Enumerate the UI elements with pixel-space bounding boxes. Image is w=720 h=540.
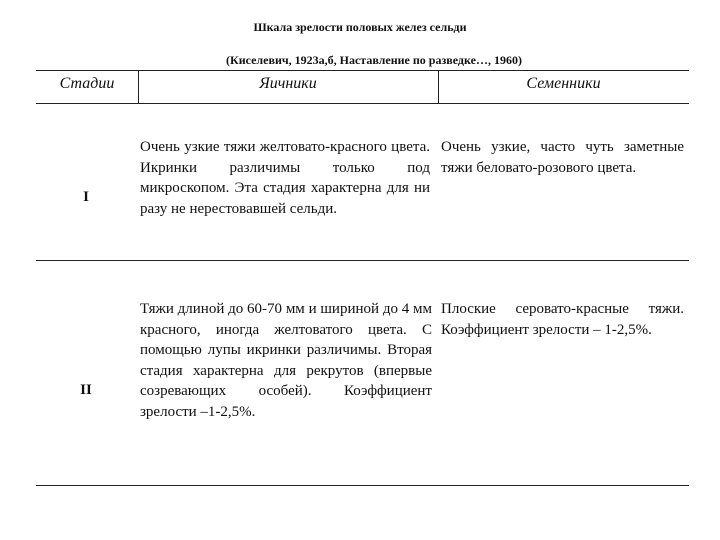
ovaries-description: Тяжи длиной до 60-70 мм и шириной до 4 мм красного, иногда желтоватого цвета. С помощью лупы икринки различимы. Вторая стадия характерна для рекрутов (впервые созревающих особей). Коэффициент зрелости –1-2,5%. — [140, 301, 432, 420]
table-bottom-border — [36, 485, 689, 486]
document-subtitle: (Киселевич, 1923а,б, Наставление по разведке…, 1960) — [226, 53, 522, 67]
table-row-divider — [36, 260, 689, 261]
header-stages: Стадии — [59, 75, 115, 92]
testes-description: Очень узкие, часто чуть заметные тяжи беловато-розового цвета. — [441, 139, 684, 176]
table-header-bottom-border — [36, 103, 689, 104]
ovaries-description: Очень узкие тяжи желтовато-красного цвета. Икринки различимы только под микроскопом. Эта стадия характерна для ни разу не нерестовавшей сельди. — [140, 139, 430, 217]
stage-label: II — [80, 382, 92, 398]
document-title: Шкала зрелости половых желез сельди — [253, 20, 467, 34]
testes-description: Плоские серовато-красные тяжи. Коэффициент зрелости – 1-2,5%. — [441, 301, 684, 338]
table-top-border — [36, 70, 689, 71]
header-testes: Семенники — [526, 75, 601, 92]
stage-label: I — [83, 189, 89, 205]
header-ovaries: Яичники — [259, 75, 317, 92]
